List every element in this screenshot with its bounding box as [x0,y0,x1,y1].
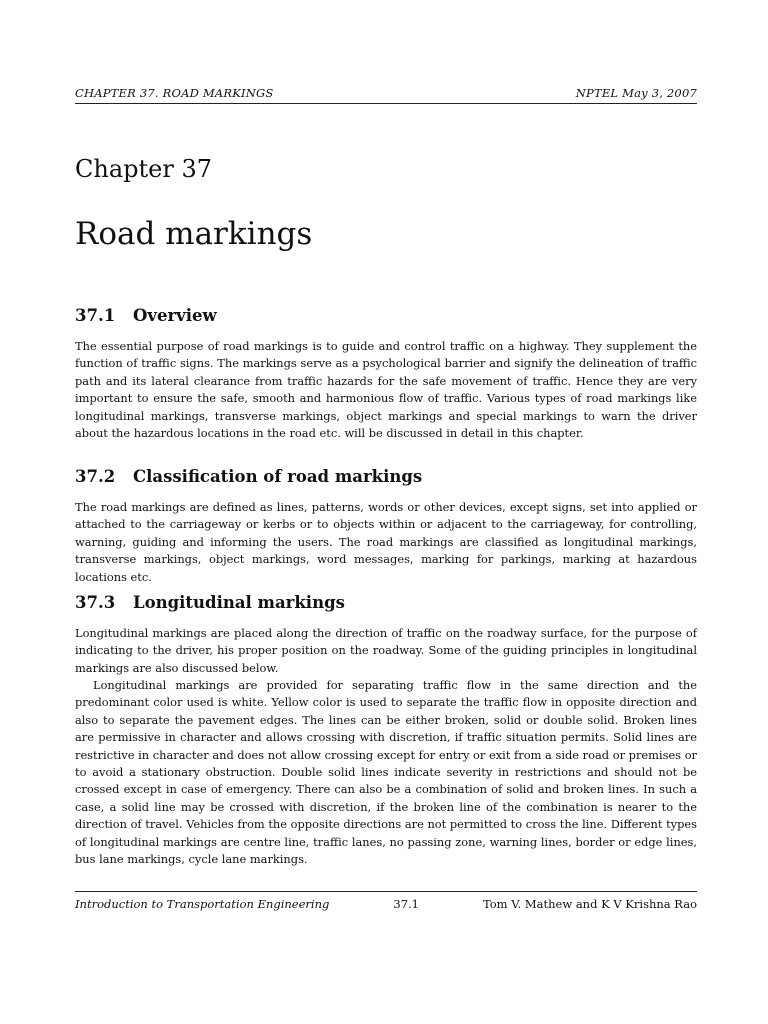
footer-authors: Tom V. Mathew and K V Krishna Rao [482,897,697,911]
section-title: Overview [133,306,217,325]
header-source-date: NPTEL May 3, 2007 [575,86,697,100]
section-title: Classification of road markings [133,467,423,486]
section-heading-longitudinal [75,593,345,612]
section-heading-classification [75,467,422,486]
document-page [75,0,697,1024]
running-header [75,86,697,104]
section-number: 37.3 [75,593,116,612]
paragraph-longitudinal-detail: Longitudinal markings are provided for separating traffic flow in the same direction and the predominant color used is white. Yellow color is used to separate the traffic flow in opposite direction and also to separate the pavement edges. The lines can be either broken, solid or double solid. Broken lines are permissive in character and allows crossing with discretion, if traffic situation permits. Solid lines are restrictive in character and does not allow crossing except for entry or exit from a side road or premises or to avoid a stationary obstruction. Double solid lines indicate severity in restrictions and should not be crossed except in case of emergency. There can also be a combination of solid and broken lines. In such a case, a solid line may be crossed with discretion, if the broken line of the combination is nearer to the direction of travel. Vehicles from the opposite directions are not permitted to cross the line. Different types of longitudinal markings are centre line, traffic lanes, no passing zone, warning lines, border or edge lines, bus lane markings, cycle lane markings. [75,678,697,867]
section-title: Longitudinal markings [133,593,345,612]
paragraph-overview: The essential purpose of road markings is to guide and control traffic on a highway. They supplement the function of traffic signs. The markings serve as a psychological barrier and signify the delineation of traffic path and its lateral clearance from traffic hazards for the safe movement of traffic. Hence they are very important to ensure the safe, smooth and harmonious flow of traffic. Various types of road markings like longitudinal markings, transverse markings, object markings and special markings to warn the driver about the hazardous locations in the road etc. will be discussed in detail in this chapter. [75,339,697,441]
footer-course-title: Introduction to Transportation Engineering [75,897,330,911]
paragraph-classification: The road markings are defined as lines, patterns, words or other devices, except signs, set into applied or attached to the carriageway or kerbs or to objects within or adjacent to the carriageway, for controlling, warning, guiding and informing the users. The road markings are classified as longitudinal markings, transverse markings, object markings, word messages, marking for parkings, marking at hazardous locations etc. [75,500,697,584]
chapter-label: Chapter 37 [75,155,212,183]
section-number: 37.2 [75,467,116,486]
page-number: 37.1 [393,897,419,911]
paragraph-longitudinal-intro: Longitudinal markings are placed along the direction of traffic on the roadway surface, for the purpose of indicating to the driver, his proper position on the roadway. Some of the guiding principles in longitudinal markings are also discussed below. [75,626,697,675]
section-heading-overview [75,306,217,325]
section-number: 37.1 [75,306,116,325]
chapter-title: Road markings [75,216,313,252]
header-chapter-name: CHAPTER 37. ROAD MARKINGS [75,86,274,100]
running-footer [75,891,697,911]
